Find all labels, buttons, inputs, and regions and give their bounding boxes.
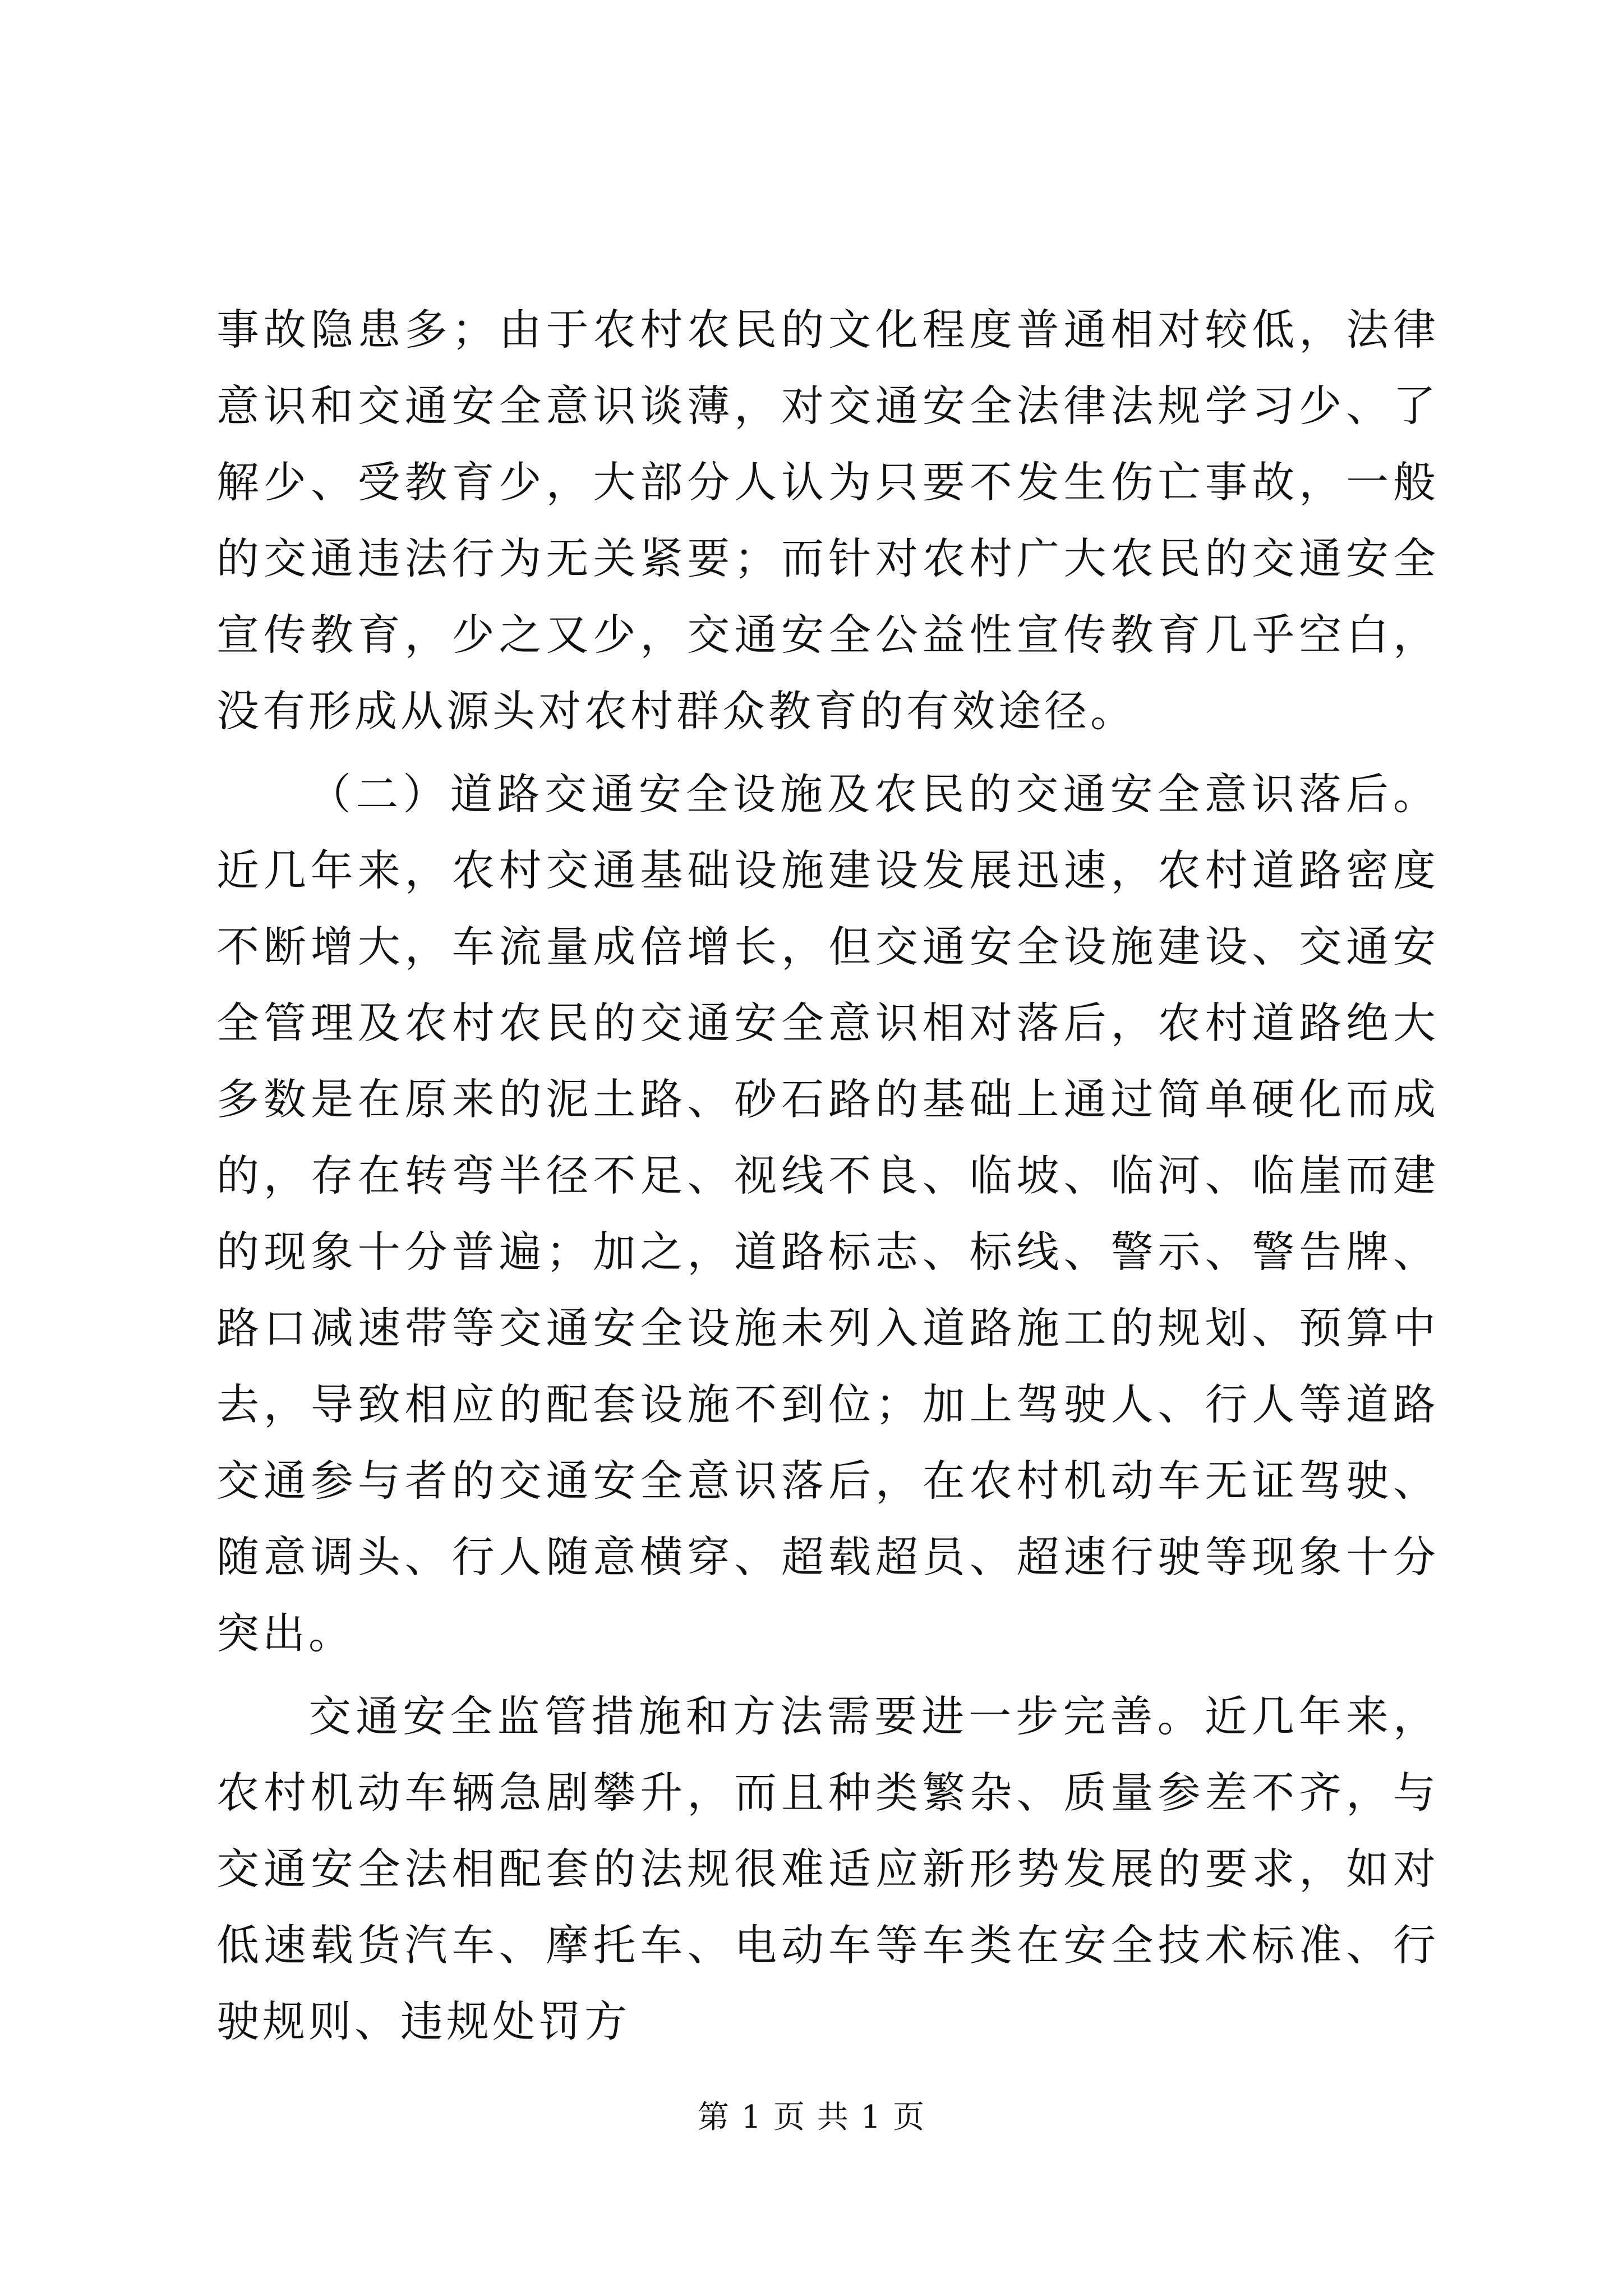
- paragraph-continued: 事故隐患多；由于农村农民的文化程度普通相对较低，法律意识和交通安全意识谈薄，对交通安全法律法规学习少、了解少、受教育少，大部分人认为只要不发生伤亡事故，一般的交通违法行为无关紧要；而针对农村广大农民的交通安全宣传教育，少之又少，交通安全公益性宣传教育几乎空白，没有形成从源头对农村群众教育的有效途径。: [216, 305, 1439, 736]
- paragraph-supervision: 交通安全监管措施和方法需要进一步完善。近几年来，农村机动车辆急剧攀升，而且种类繁杂、质量参差不齐，与交通安全法相配套的法规很难适应新形势发展的要求，如对低速载货汽车、摩托车、电动车等车类在安全技术标准、行驶规则、违规处罚方: [216, 1691, 1439, 2046]
- document-body: [216, 292, 1439, 2060]
- page-footer: 第 1 页 共 1 页: [697, 2099, 926, 2136]
- paragraph-section-two: （二）道路交通安全设施及农民的交通安全意识落后。近几年来，农村交通基础设施建设发展迅速，农村道路密度不断增大，车流量成倍增长，但交通安全设施建设、交通安全管理及农村农民的交通安全意识相对落后，农村道路绝大多数是在原来的泥土路、砂石路的基础上通过简单硬化而成的，存在转弯半径不足、视线不良、临坡、临河、临崖而建的现象十分普遍；加之，道路标志、标线、警示、警告牌、路口减速带等交通安全设施未列入道路施工的规划、预算中去，导致相应的配套设施不到位；加上驾驶人、行人等道路交通参与者的交通安全意识落后，在农村机动车无证驾驶、随意调头、行人随意横穿、超载超员、超速行驶等现象十分突出。: [216, 769, 1439, 1658]
